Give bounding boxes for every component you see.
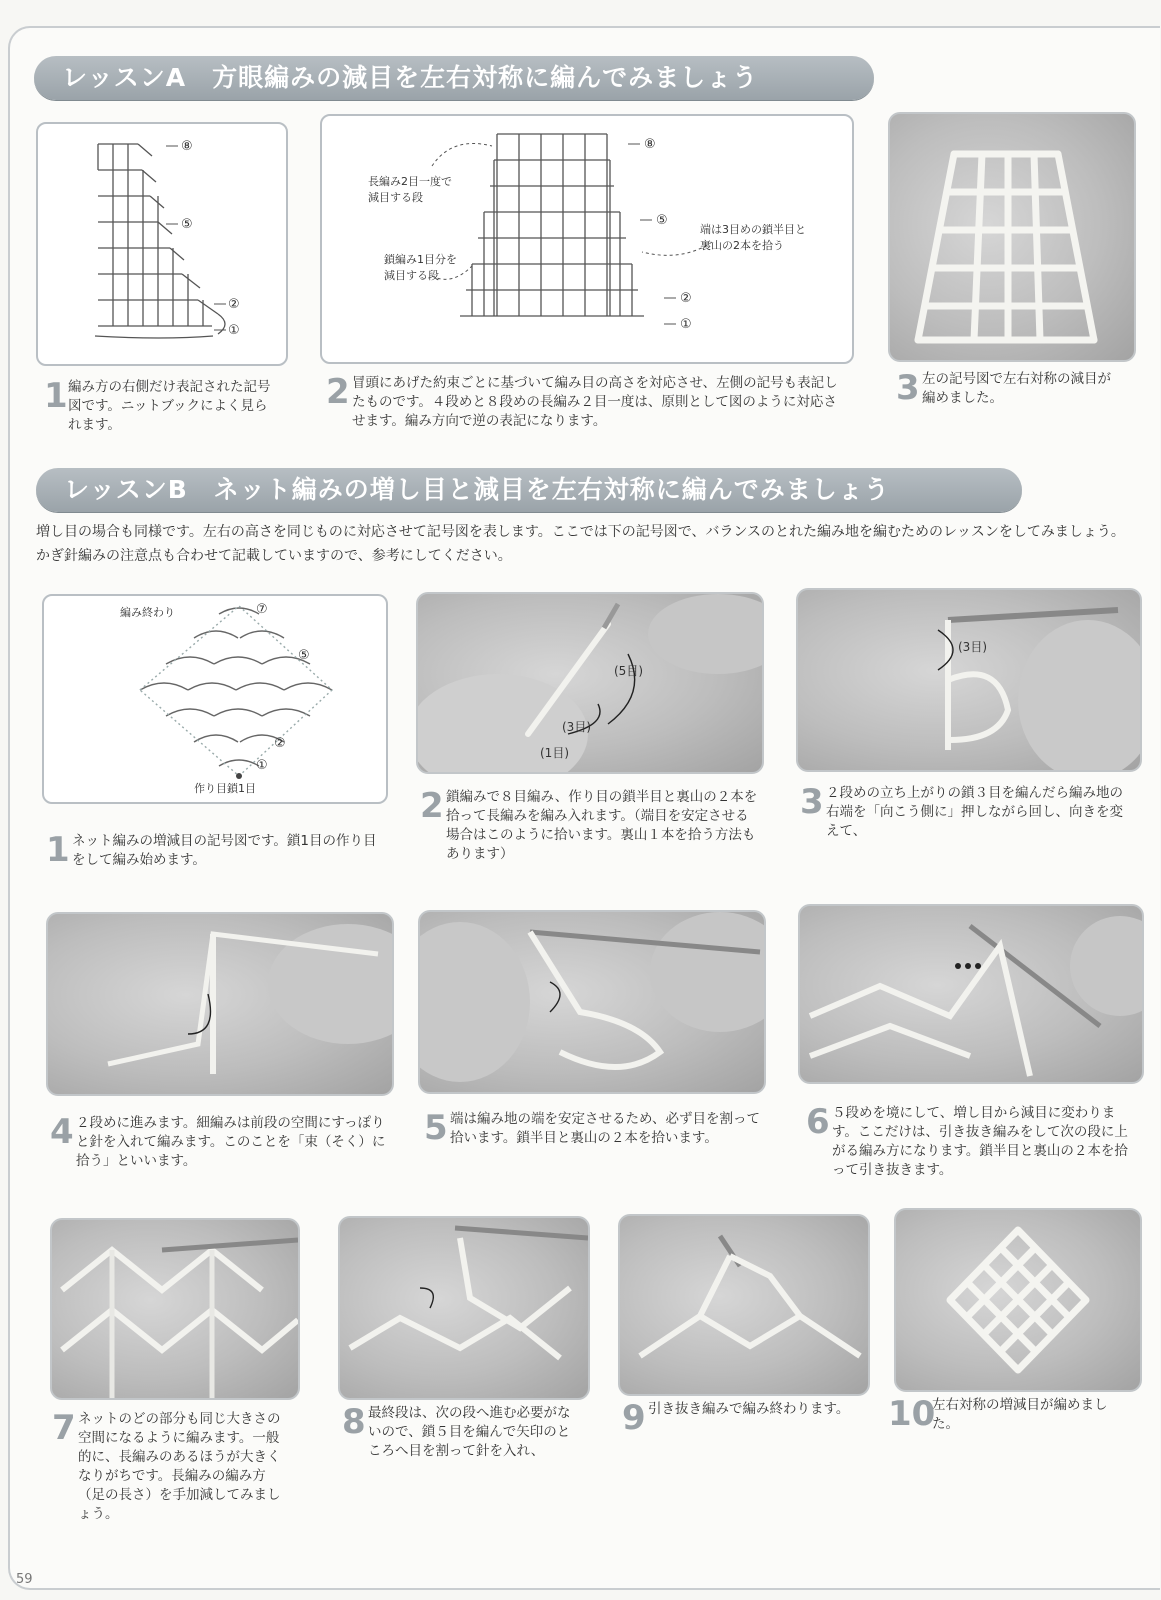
lesson-b-caption-9 <box>622 1398 862 1438</box>
lesson-b-caption-6 <box>806 1104 1138 1180</box>
caption-number: 2 <box>420 786 444 826</box>
caption-text: 編み方の右側だけ表記された記号図です。ニットブックによく見られます。 <box>68 379 271 433</box>
crochet-step-image <box>420 912 764 1092</box>
filet-swatch-image <box>890 114 1134 360</box>
lesson-b-photo-4 <box>46 912 394 1096</box>
row-label-2: ② <box>274 736 286 751</box>
caption-text: ２段めに進みます。細編みは前段の空間にすっぽりと針を入れて編みます。このことを「束（そく）に拾う」といいます。 <box>76 1115 386 1169</box>
caption-text: 引き抜き編みで編み終わります。 <box>648 1401 850 1417</box>
page-number: 59 <box>16 1572 33 1587</box>
lesson-b-photo-6 <box>798 904 1144 1084</box>
caption-text: 最終段は、次の段へ進む必要がないので、鎖５目を編んで矢印のところへ目を割って針を入れ、 <box>368 1405 571 1459</box>
lesson-b-caption-7 <box>52 1410 292 1524</box>
row-label-1: ① <box>680 317 692 332</box>
row-label-8: ⑧ <box>181 139 193 154</box>
lesson-b-photo-7 <box>50 1218 300 1400</box>
row-label-8: ⑧ <box>644 137 656 152</box>
row-label-7: ⑦ <box>256 602 268 617</box>
note-dec-chain: 鎖編み1目分を 減目する段 <box>384 253 457 282</box>
lesson-a-diagram-1 <box>36 122 288 366</box>
end-label: 編み終わり <box>120 606 175 619</box>
grid-rows <box>98 144 218 326</box>
symbol-chart-1 <box>38 124 286 364</box>
row-label-5: ⑤ <box>298 648 310 663</box>
lesson-a-photo-swatch <box>888 112 1136 362</box>
lesson-a-caption-2 <box>326 374 842 431</box>
caption-text: ５段めを境にして、増し目から減目に変わります。ここだけは、引き抜き編みをして次の段に上がる編み方になります。鎖半目と裏山の２本を拾って引き抜きます。 <box>832 1105 1128 1178</box>
caption-number: 10 <box>888 1394 936 1434</box>
start-label: 作り目鎖1目 <box>194 782 256 795</box>
caption-number: 8 <box>342 1402 366 1442</box>
caption-number: 6 <box>806 1102 830 1142</box>
lesson-a-title: レッスンA 方眼編みの減目を左右対称に編んでみましょう <box>62 63 759 92</box>
count-label-3: (3目) <box>958 640 987 654</box>
caption-number: 5 <box>424 1108 448 1148</box>
crochet-step-image <box>620 1216 868 1394</box>
lesson-b-photo-9 <box>618 1214 870 1396</box>
crochet-step-image <box>800 906 1142 1082</box>
count-label-1: (1目) <box>540 746 569 760</box>
caption-number: 2 <box>326 372 350 412</box>
caption-text: 端は編み地の端を安定させるため、必ず目を割って拾います。鎖半目と裏山の２本を拾います。 <box>450 1111 760 1146</box>
lesson-a-diagram-2 <box>320 114 854 364</box>
row-label-1: ① <box>228 323 240 338</box>
crochet-step-image <box>52 1220 298 1398</box>
lesson-b-title: レッスンB ネット編みの増し目と減目を左右対称に編んでみましょう <box>64 475 890 504</box>
note-edge-pickup: 端は3目めの鎖半目と 裏山の2本を拾う <box>700 223 806 252</box>
caption-text: ネットのどの部分も同じ大きさの空間になるように編みます。一般的に、長編みのあるほうが大きくなりがちです。長編みの編み方（足の長さ）を手加減してみましょう。 <box>78 1411 281 1522</box>
lesson-b-caption-10 <box>888 1396 1134 1434</box>
grid <box>460 134 644 316</box>
lesson-a-banner <box>34 56 874 100</box>
arrows <box>432 144 712 325</box>
row-label-5: ⑤ <box>656 213 668 228</box>
count-label-3: (3目) <box>562 720 591 734</box>
lesson-b-caption-1 <box>46 832 382 870</box>
row-label-1: ① <box>256 758 268 773</box>
lesson-b-banner <box>36 468 1022 512</box>
lesson-b-diagram <box>42 594 388 804</box>
caption-text: 左右対称の増減目が編めました。 <box>932 1397 1108 1432</box>
row-label-2: ② <box>228 297 240 312</box>
caption-number: 3 <box>800 782 824 822</box>
row-label-5: ⑤ <box>181 217 193 232</box>
net-loops <box>140 606 332 776</box>
note-dec-2tog: 長編み2目一度で 減目する段 <box>368 175 452 204</box>
caption-number: 4 <box>50 1112 74 1152</box>
arrows <box>166 146 226 330</box>
count-label-5: (5目) <box>614 664 643 678</box>
lesson-b-intro: 増し目の場合も同様です。左右の高さを同じものに対応させて記号図を表します。ここでは下の記号図で、バランスのとれた編み地を編むためのレッスンをしてみましょう。かぎ針編みの注意点も合わせて記載していますので、参考にしてください。 <box>36 524 1125 564</box>
net-symbol-chart <box>44 596 386 802</box>
lesson-b-photo-3 <box>796 588 1142 772</box>
caption-text: 左の記号図で左右対称の減目が編めました。 <box>922 371 1111 406</box>
lesson-b-caption-2 <box>420 788 760 864</box>
lesson-b-photo-5 <box>418 910 766 1094</box>
lesson-b-photo-10 <box>894 1208 1142 1392</box>
crochet-step-image <box>48 914 392 1094</box>
caption-number: 9 <box>622 1398 646 1438</box>
caption-text: ２段めの立ち上がりの鎖３目を編んだら編み地の右端を「向こう側に」押しながら回し、向きを変えて、 <box>826 785 1123 839</box>
caption-number: 1 <box>46 830 70 870</box>
lesson-b-photo-8 <box>338 1216 590 1400</box>
lesson-b-caption-3 <box>800 784 1136 841</box>
row-label-2: ② <box>680 291 692 306</box>
finished-net-swatch-image <box>896 1210 1140 1390</box>
caption-number: 1 <box>44 376 68 416</box>
caption-text: ネット編みの増減目の記号図です。鎖1目の作り目をして編み始めます。 <box>72 833 377 868</box>
lesson-b-caption-5 <box>424 1110 760 1148</box>
lesson-a-caption-3 <box>896 370 1124 408</box>
caption-number: 3 <box>896 368 920 408</box>
caption-text: 冒頭にあげた約束ごとに基づいて編み目の高さを対応させ、左側の記号も表記したものです。４段めと８段めの長編み２目一度は、原則として図のように対応させます。編み方向で逆の表記になります。 <box>352 375 838 429</box>
crochet-step-image <box>340 1218 588 1398</box>
crochet-step-image <box>798 590 1140 770</box>
lesson-a-caption-1 <box>44 378 280 435</box>
lesson-b-caption-8 <box>342 1404 582 1461</box>
lesson-b-photo-2 <box>416 592 764 774</box>
caption-text: 鎖編みで８目編み、作り目の鎖半目と裏山の２本を拾って長編みを編み入れます。（端目を安定させる場合はこのように拾います。裏山１本を拾う方法もあります） <box>446 789 758 862</box>
crochet-step-image <box>418 594 762 772</box>
lesson-b-caption-4 <box>50 1114 386 1171</box>
caption-number: 7 <box>52 1408 76 1448</box>
